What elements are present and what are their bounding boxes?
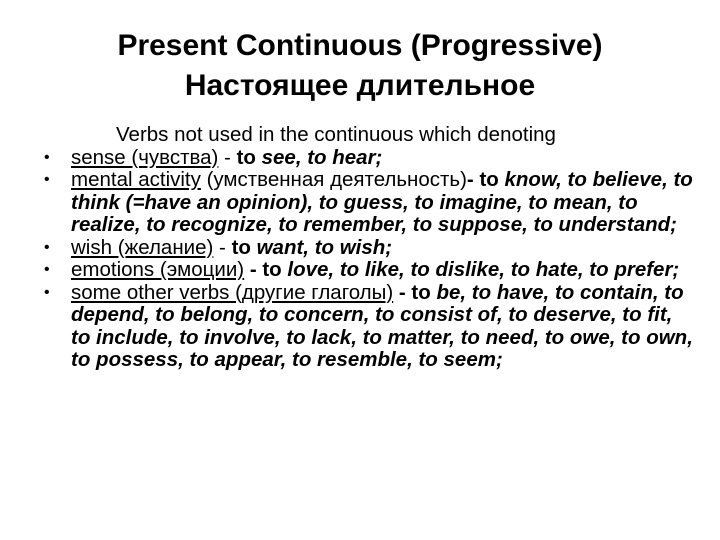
verb-list: want, to wish; — [256, 235, 393, 259]
separator: - — [218, 145, 237, 169]
bullet-icon: • — [44, 261, 50, 278]
category-label: emotions (эмоции) — [71, 258, 245, 281]
verb-list: know, to believe, to think (=have an opinion), to guess, to imagine, to mean, to realize, to recognize, to remember, to suppose, to understand; — [71, 168, 693, 236]
separator: - — [244, 258, 263, 281]
category-label: wish (желание) — [71, 235, 214, 259]
verbs-lead: to — [236, 145, 262, 169]
bullet-icon: • — [44, 283, 50, 301]
verb-category-list — [44, 147, 694, 372]
separator: - — [393, 280, 412, 304]
list-item-emotions — [44, 259, 694, 282]
verbs-lead: to — [231, 235, 257, 259]
list-item-sense — [44, 147, 694, 170]
verbs-lead: to — [479, 168, 505, 191]
verbs-lead: to — [262, 258, 288, 281]
list-item-other-verbs — [44, 282, 694, 372]
list-item-mental-activity — [44, 169, 694, 237]
category-label: mental activity — [71, 168, 201, 191]
verb-list: see, to hear; — [261, 145, 383, 169]
bullet-icon: • — [44, 148, 50, 166]
bullet-icon: • — [44, 238, 50, 256]
title-english: Present Continuous (Progressive) — [117, 29, 603, 62]
slide-body — [44, 124, 694, 372]
separator: - — [213, 235, 232, 259]
category-label: some other verbs (другие глаголы) — [71, 280, 394, 304]
separator: - — [466, 168, 480, 191]
intro-text: Verbs not used in the continuous which denoting — [116, 123, 556, 146]
category-note: (умственная деятельность) — [200, 168, 467, 191]
category-label: sense (чувства) — [71, 145, 219, 169]
verb-list: love, to like, to dislike, to hate, to prefer; — [287, 258, 680, 281]
list-item-wish — [44, 237, 694, 260]
verb-list: be, to have, to contain, to depend, to belong, to concern, to consist of, to deserve, to fit, to include, to involve, to lack, to matter, to need, to owe, to own, to possess, to appear, to resemble, to seem; — [71, 280, 693, 371]
title-russian: Настоящее длительное — [184, 69, 536, 102]
slide-title — [40, 26, 680, 106]
bullet-icon: • — [44, 171, 50, 188]
verbs-lead: to — [411, 280, 437, 304]
